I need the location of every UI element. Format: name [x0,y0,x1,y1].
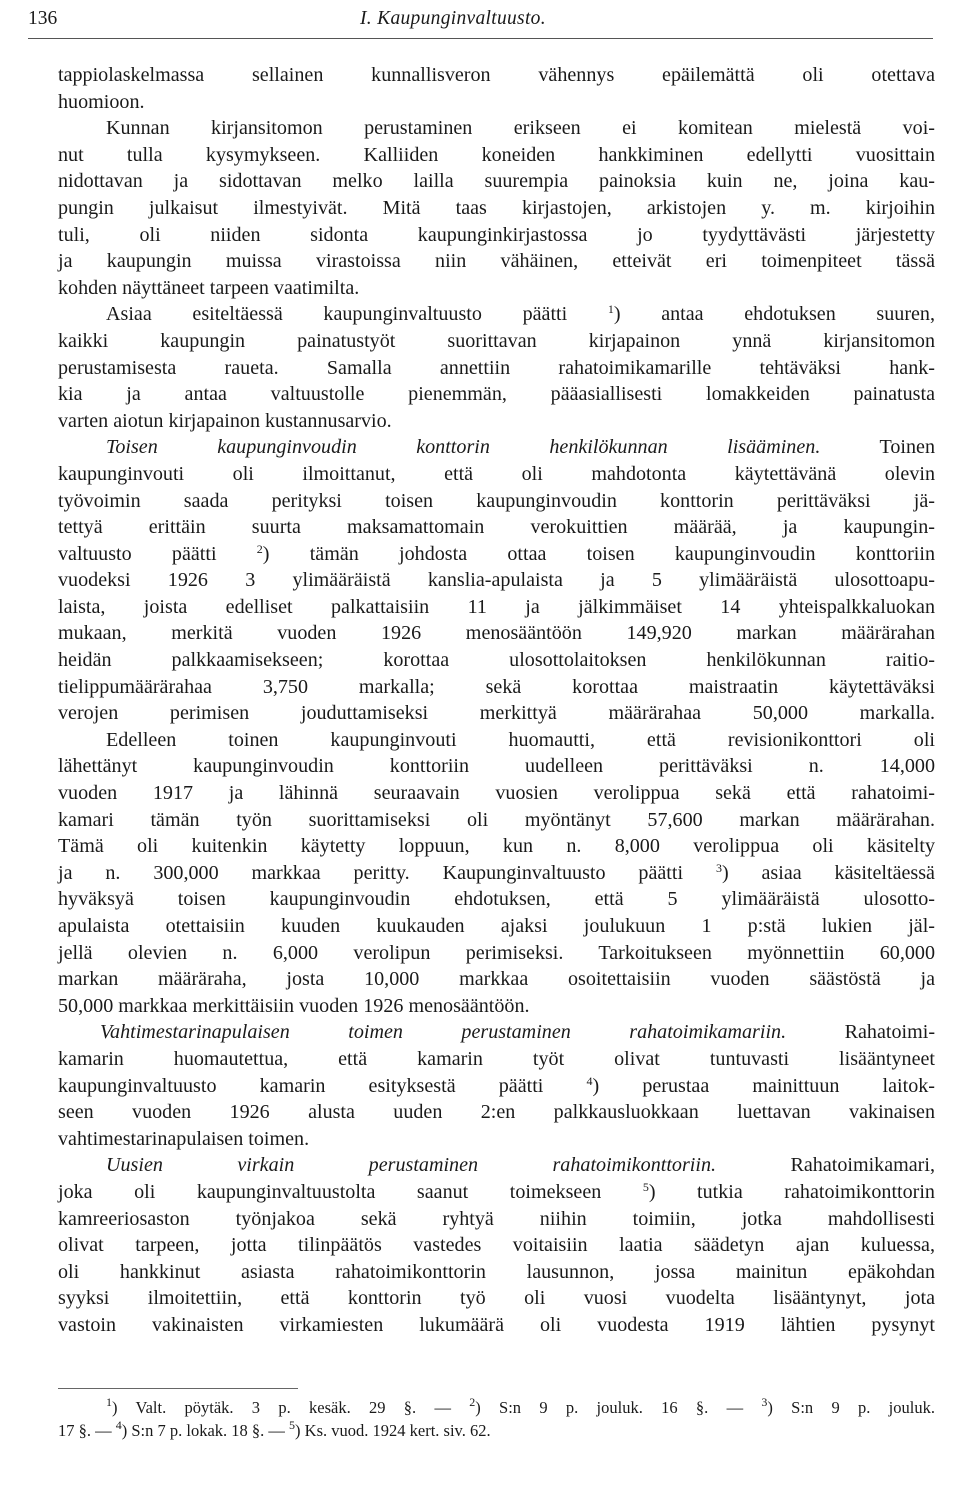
text-line: pungin julkaisut ilmestyivät. Mitä taas kirjastojen, arkistojen y. m. kirjoihin [58,196,935,219]
text-line: jellä olevien n. 6,000 verolipun perimiseksi. Tarkoitukseen myönnettiin 60,000 [58,941,935,964]
text-segment: ) [721,861,729,884]
text-line: perustamisesta raueta. Samalla annettiin rahatoimikamarille tehtäväksi hank- [58,356,935,379]
text-segment: ) [648,1180,656,1203]
text-line: Kunnan kirjansitomon perustaminen erikseen ei komitean mielestä voi- [106,117,935,140]
text-line: hyväksyä toisen kaupunginvoudin ehdotuksen, että 5 ylimääräistä ulosotto- [58,888,935,911]
text-line [58,1019,935,1046]
text-line [58,860,935,887]
footnote-rule [58,1388,298,1389]
header-rule [28,38,933,39]
footnote-marker: 5 [289,1418,296,1432]
footnote-ref: 3 [715,860,722,875]
text-line: laista, joista edelliset palkattaisiin 11 ja jälkimmäiset 14 yhteispalkkaluokan [58,595,935,618]
text-line: Edelleen toinen kaupunginvouti huomautti, että revisionikonttori oli [106,728,935,751]
text-segment: perustaa mainittuun laitok- [642,1074,935,1097]
text-line: huomioon. [58,90,145,113]
text-line: olivat tarpeen, jotta tilinpäätös vastedes voitaisiin laatia säädetyn ajan kuluessa, [58,1234,935,1257]
text-line [58,1179,935,1206]
text-segment: ) [262,542,270,565]
footnote-ref: 1 [607,302,614,317]
text-segment: ) [592,1074,600,1097]
footnote-ref: 5 [642,1179,649,1194]
text-line: vahtimestarinapulaisen toimen. [58,1127,310,1150]
page-header [28,4,933,34]
text-line: oli hankkinut asiasta rahatoimikonttorin lausunnon, jossa mainitun epäkohdan [58,1260,935,1283]
text-line: varten aiotun kirjapainon kustannusarvio. [58,409,392,432]
text-line: heidän palkkaamisekseen; korottaa ulosottolaitoksen henkilökunnan raitio- [58,649,935,672]
text-line [58,1073,935,1100]
text-line: apulaista otettaisiin kuuden kuukauden ajaksi joulukuun 1 p:stä lukien jäl- [58,915,935,937]
footnote-line [58,1419,935,1442]
footnote-marker: 4 [115,1418,122,1432]
footnote-ref: 2 [256,541,263,556]
text-line: 50,000 markkaa merkittäisiin vuoden 1926 menosääntöön. [58,994,530,1017]
text-line: lähettänyt kaupunginvoudin konttoriin uudelleen perittäväksi n. 14,000 [58,755,935,778]
footnote-line [58,1396,935,1419]
text-segment: antaa ehdotuksen suuren, [661,303,936,326]
text-line [58,301,935,328]
footnote-text: ) S:n 7 p. lokak. 18 §. — [121,1421,290,1440]
text-line: nut tulla kysymykseen. Kalliiden koneiden hankkiminen edellytti vuosittain [58,143,935,166]
text-line: ja kaupungin muissa virastoissa niin vähäinen, etteivät eri toimenpiteet tässä [58,250,935,273]
text-segment: tämän johdosta ottaa toisen kaupunginvoudin konttoriin [309,542,935,565]
text-line: tielippumäärärahaa 3,750 markalla; sekä korottaa maistraatin käytettäväksi [58,675,935,698]
text-line: seen vuoden 1926 alusta uuden 2:en palkkausluokkaan luettavan vakinaisen [58,1101,935,1124]
text-line: vuoden 1917 ja lähinnä seuraavain vuosien verolippua sekä että rahatoimi- [58,782,935,805]
footnote-marker: 3 [761,1395,768,1409]
footnote-text: ) S:n 9 p. jouluk. 16 §. — [475,1398,762,1417]
text-segment: tutkia rahatoimikonttorin [697,1180,935,1203]
text-segment: Toinen [879,436,935,459]
text-line: tuli, oli niiden sidonta kaupunginkirjastossa jo tyydyttävästi järjestetty [58,223,935,246]
text-segment: valtuusto päätti [58,542,217,565]
text-segment: Rahatoimikamari, [790,1154,935,1177]
text-line: kamari tämän työn suorittamiseksi oli myöntänyt 57,600 markan määrärahan. [58,808,935,831]
text-line: verojen perimisen jouduttamiseksi merkittyä määrärahaa 50,000 markalla. [58,702,935,725]
text-line: kamarin huomautettua, että kamarin työt olivat tuntuvasti lisääntyneet [58,1047,935,1070]
footnote-marker: 1 [106,1395,112,1409]
section-title: Vahtimestarinapulaisen toimen perustaminen rahatoimikamariin. [100,1021,787,1044]
text-segment: ) [613,303,621,326]
section-title: Toisen kaupunginvoudin konttorin henkilökunnan lisääminen. [106,436,821,459]
footnote-marker: 2 [469,1395,476,1409]
text-line [58,1152,935,1179]
text-segment: Rahatoimi- [844,1021,936,1044]
text-segment: joka oli kaupunginvaltuustolta saanut toimekseen [58,1180,602,1203]
text-line: markan määräraha, josta 10,000 markkaa osoitettaisiin vuoden säästöstä ja [58,968,935,991]
text-line: kohden näyttäneet tarpeen vaatimilta. [58,276,360,299]
text-line [58,434,935,461]
footnote-text: ) S:n 9 p. jouluk. [767,1398,935,1417]
text-line: tettyä erittäin suurta maksamattomain verokuittien määrää, ja kaupungin- [58,516,935,539]
section-title: Uusien virkain perustaminen rahatoimikonttoriin. [106,1154,717,1177]
footnote-text: ) Valt. pöytäk. 3 p. kesäk. 29 §. — [112,1398,470,1417]
text-line: Tämä oli kuitenkin käytetty loppuun, kun n. 8,000 verolippua oli käsitelty [58,835,935,858]
text-line: kaupunginvouti oli ilmoittanut, että oli mahdotonta käytettävänä olevin [58,462,935,485]
text-segment: Asiaa esiteltäessä kaupunginvaltuusto päätti [106,303,568,326]
footnote-text: 17 §. — [58,1421,116,1440]
footnote-ref: 4 [586,1073,593,1088]
text-line: nidottavan ja sidottavan melko lailla suurempia painoksia kuin ne, joina kau- [58,170,935,193]
text-line: vastoin vakinaisten virkamiesten lukumäärä oli vuodesta 1919 lähtien pysynyt [58,1313,935,1336]
text-line: syyksi ilmoitettiin, että konttorin työ oli vuosi vuodelta lisääntynyt, jota [58,1287,935,1310]
text-line: vuodeksi 1926 3 ylimääräistä kanslia-apulaista ja 5 ylimääräistä ulosottoapu- [58,569,935,592]
text-line [58,541,935,568]
text-line: kamreeriosaston työnjakoa sekä ryhtyä niihin toimiin, jotka mahdollisesti [58,1207,935,1230]
text-segment: ja n. 300,000 markkaa peritty. Kaupunginvaltuusto päätti [58,861,684,884]
running-title: I. Kaupunginvaltuusto. [360,8,546,29]
text-line: työvoimin saada perityksi toisen kaupunginvoudin konttorin perittäväksi jä- [58,489,935,512]
footnote-text: ) Ks. vuod. 1924 kert. siv. 62. [295,1421,491,1440]
text-segment: asiaa käsiteltäessä [761,861,935,884]
footnotes [58,1396,935,1442]
text-line: mukaan, merkitä vuoden 1926 menosääntöön 149,920 markan määrärahan [58,622,935,645]
text-line: kia ja antaa valtuustolle pienemmän, pääasiallisesti lomakkeiden painatusta [58,383,935,406]
text-line: tappiolaskelmassa sellainen kunnallisveron vähennys epäilemättä oli otettava [58,64,935,86]
body-text [58,62,935,1339]
text-segment: kaupunginvaltuusto kamarin esityksestä päätti [58,1074,544,1097]
text-line: kaikki kaupungin painatustyöt suorittavan kirjapainon ynnä kirjansitomon [58,329,935,352]
page-number: 136 [28,8,58,29]
